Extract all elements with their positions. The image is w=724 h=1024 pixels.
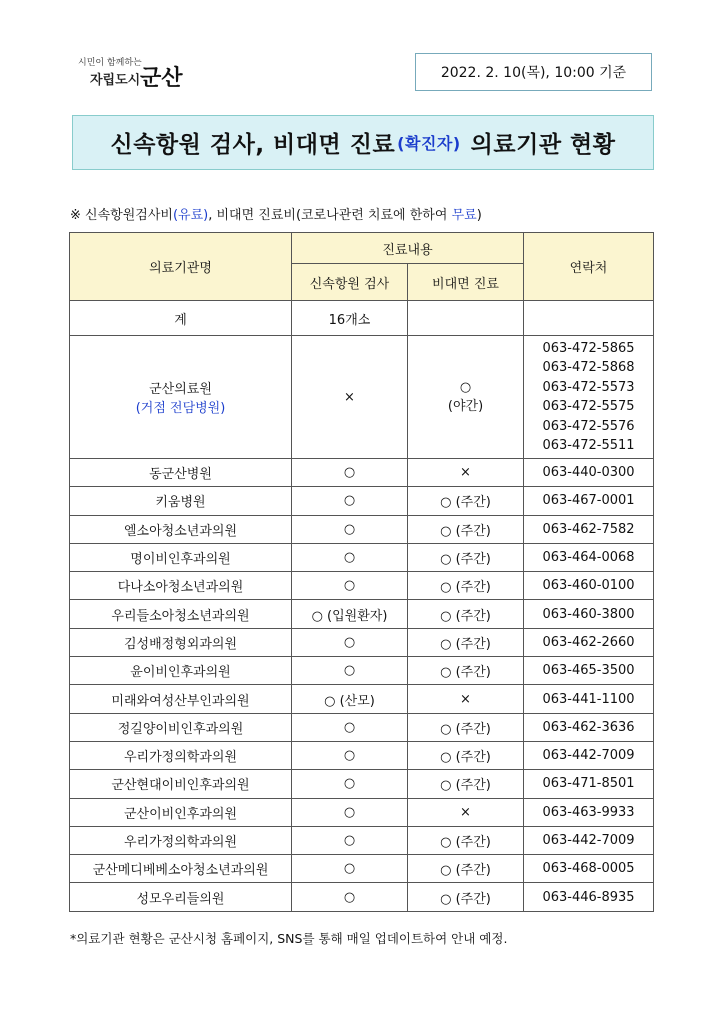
header-group: 진료내용: [292, 233, 524, 264]
total-row: [70, 301, 654, 336]
footnote: *의료기관 현황은 군산시청 홈페이지, SNS를 통해 매일 업데이트하여 안내 예정.: [70, 931, 508, 946]
table-row: [70, 459, 654, 487]
cell-name: 우리가정의학과의원: [70, 826, 292, 854]
cell-remote: ○ (주간): [408, 515, 524, 543]
featured-subname: (거점 전담병원): [135, 401, 226, 416]
table-row: [70, 600, 654, 628]
header-rapid: 신속항원 검사: [292, 264, 408, 301]
cell-contact: 063-464-0068: [524, 543, 654, 571]
cell-remote: ○ (주간): [408, 543, 524, 571]
note-paid: (유료): [172, 208, 209, 223]
cell-rapid: ○: [292, 883, 408, 911]
cell-contact: 063-465-3500: [524, 657, 654, 685]
phone: 063-472-5511: [542, 438, 635, 453]
note-middle: , 비대면 진료비(코로나관련 치료에 한하여: [208, 208, 452, 223]
featured-remote-mark: ○: [459, 380, 472, 395]
header-contact: 연락처: [524, 233, 654, 301]
cell-rapid: ○ (산모): [292, 685, 408, 713]
cell-rapid: ○: [292, 770, 408, 798]
cell-rapid: ○: [292, 798, 408, 826]
cell-rapid: ○: [292, 628, 408, 656]
note-free: 무료: [451, 208, 477, 223]
cell-rapid: ○: [292, 515, 408, 543]
cell-rapid: ○: [292, 855, 408, 883]
table-row: [70, 741, 654, 769]
cell-remote: ○ (주간): [408, 826, 524, 854]
title-suffix: 의료기관 현황: [470, 132, 616, 158]
total-label: 계: [70, 301, 292, 336]
table-row: [70, 770, 654, 798]
cell-contact: 063-441-1100: [524, 685, 654, 713]
cell-rapid: ○: [292, 459, 408, 487]
featured-remote-note: (야간): [447, 399, 484, 414]
cell-contact: 063-471-8501: [524, 770, 654, 798]
fee-note: [70, 204, 482, 223]
cell-name: 다나소아청소년과의원: [70, 572, 292, 600]
total-contact: [524, 301, 654, 336]
note-end: ): [476, 208, 482, 223]
cell-name: 엘소아청소년과의원: [70, 515, 292, 543]
table-row: [70, 572, 654, 600]
cell-remote: ○ (주간): [408, 855, 524, 883]
table-row: [70, 543, 654, 571]
cell-remote: ×: [408, 459, 524, 487]
cell-remote: ○ (주간): [408, 741, 524, 769]
logo-slogan: 시민이 함께하는: [78, 58, 142, 68]
cell-contact: 063-440-0300: [524, 459, 654, 487]
phone: 063-472-5865: [542, 340, 635, 356]
logo-city: 자립도시: [90, 73, 141, 88]
table-row: [70, 487, 654, 515]
cell-name: 군산메디베베소아청소년과의원: [70, 855, 292, 883]
cell-remote: ○ (주간): [408, 770, 524, 798]
featured-phones: [524, 336, 654, 459]
cell-name: 정길양이비인후과의원: [70, 713, 292, 741]
date-text: 2022. 2. 10(목), 10:00 기준: [440, 65, 627, 81]
cell-contact: 063-460-0100: [524, 572, 654, 600]
cell-contact: 063-462-3636: [524, 713, 654, 741]
cell-remote: ○ (주간): [408, 883, 524, 911]
cell-contact: 063-463-9933: [524, 798, 654, 826]
city-logo: [78, 55, 188, 95]
cell-contact: 063-446-8935: [524, 883, 654, 911]
phone: 063-472-5576: [542, 418, 635, 434]
cell-name: 군산이비인후과의원: [70, 798, 292, 826]
clinic-table: [69, 232, 654, 912]
featured-remote-cell: [408, 336, 524, 459]
phone: 063-472-5868: [542, 360, 635, 375]
cell-name: 김성배정형외과의원: [70, 628, 292, 656]
cell-rapid: ○: [292, 657, 408, 685]
table-row: [70, 798, 654, 826]
cell-contact: 063-468-0005: [524, 855, 654, 883]
cell-rapid: ○: [292, 741, 408, 769]
featured-name-cell: [70, 336, 292, 459]
cell-contact: 063-462-2660: [524, 628, 654, 656]
cell-contact: 063-460-3800: [524, 600, 654, 628]
note-prefix: ※ 신속항원검사비: [70, 208, 173, 223]
table-row: [70, 657, 654, 685]
cell-rapid: ○: [292, 713, 408, 741]
table-row: [70, 855, 654, 883]
date-box: [415, 53, 652, 91]
cell-remote: ×: [408, 685, 524, 713]
cell-rapid: ○ (입원환자): [292, 600, 408, 628]
cell-contact: 063-462-7582: [524, 515, 654, 543]
cell-remote: ○ (주간): [408, 600, 524, 628]
table-row: [70, 628, 654, 656]
cell-contact: 063-467-0001: [524, 487, 654, 515]
title-accent: (확진자): [397, 134, 461, 153]
cell-name: 우리들소아청소년과의원: [70, 600, 292, 628]
table-row: [70, 515, 654, 543]
cell-name: 성모우리들의원: [70, 883, 292, 911]
cell-name: 동군산병원: [70, 459, 292, 487]
cell-remote: ×: [408, 798, 524, 826]
cell-name: 우리가정의학과의원: [70, 741, 292, 769]
total-remote: [408, 301, 524, 336]
table-row: [70, 713, 654, 741]
phone: 063-472-5575: [542, 399, 635, 414]
cell-rapid: ○: [292, 543, 408, 571]
cell-remote: ○ (주간): [408, 572, 524, 600]
phone: 063-472-5573: [542, 379, 635, 395]
cell-remote: ○ (주간): [408, 487, 524, 515]
cell-contact: 063-442-7009: [524, 826, 654, 854]
featured-rapid: ×: [292, 336, 408, 459]
cell-rapid: ○: [292, 487, 408, 515]
cell-rapid: ○: [292, 826, 408, 854]
logo-brand: 군산: [140, 65, 183, 91]
cell-remote: ○ (주간): [408, 657, 524, 685]
cell-name: 미래와여성산부인과의원: [70, 685, 292, 713]
cell-contact: 063-442-7009: [524, 741, 654, 769]
table-row: [70, 883, 654, 911]
featured-name: 군산의료원: [149, 382, 212, 397]
featured-row: [70, 336, 654, 459]
header-remote: 비대면 진료: [408, 264, 524, 301]
cell-name: 명이비인후과의원: [70, 543, 292, 571]
header-name: 의료기관명: [70, 233, 292, 301]
cell-name: 군산현대이비인후과의원: [70, 770, 292, 798]
cell-remote: ○ (주간): [408, 713, 524, 741]
table-row: [70, 685, 654, 713]
total-count: 16개소: [292, 301, 408, 336]
table-row: [70, 826, 654, 854]
cell-remote: ○ (주간): [408, 628, 524, 656]
title-main: 신속항원 검사, 비대면 진료: [110, 132, 396, 158]
cell-rapid: ○: [292, 572, 408, 600]
cell-name: 윤이비인후과의원: [70, 657, 292, 685]
page-title: [72, 115, 654, 170]
cell-name: 키움병원: [70, 487, 292, 515]
